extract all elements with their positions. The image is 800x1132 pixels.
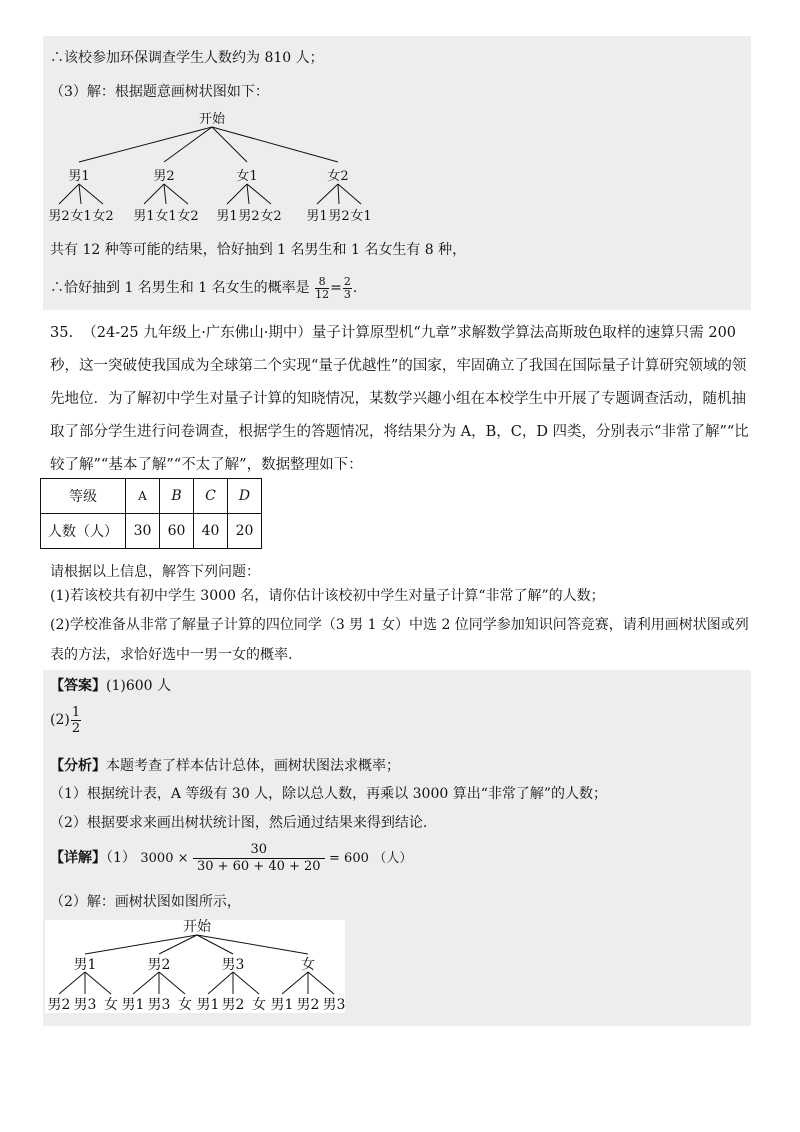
tree1-leaf-node: 女2 [260, 209, 282, 224]
tree1-leaf-node: 女2 [92, 209, 114, 224]
tree1-leaf-node: 男2 [328, 209, 350, 224]
tree1-level1-node: 男2 [153, 169, 175, 184]
tree2-leaf-node: 男2 [221, 997, 245, 1013]
answer-part1: (1)600 人 [106, 678, 172, 694]
tree1-leaf-node: 女1 [155, 209, 177, 224]
tree-diagram-2 [45, 918, 345, 1016]
fraction-numerator: 30 [193, 842, 325, 859]
answer-part2-line [50, 704, 82, 736]
tree2-leaf-node: 男3 [73, 997, 97, 1013]
fraction-denominator: 12 [315, 287, 330, 301]
detail-multiplier: 3000 × [140, 851, 189, 866]
grade-table-count-row [41, 514, 262, 549]
tree2-leaf-node: 男2 [296, 997, 320, 1013]
fraction-denominator: 2 [71, 720, 81, 736]
tree2-leaf-node: 男3 [147, 997, 171, 1013]
tree1-leaf-node: 男1 [306, 209, 328, 224]
tree-diagram-1-branches [59, 127, 361, 204]
fraction-numerator: 2 [343, 274, 351, 288]
tree1-leaf-node: 男1 [133, 209, 155, 224]
tree-diagram-2-branches [59, 935, 334, 994]
analysis-line [50, 756, 400, 776]
grade-header-label: 等级 [41, 479, 126, 514]
tree1-level1-node: 女2 [327, 169, 349, 184]
solution-line-conclusion: ∴该校参加环保调查学生人数约为 810 人； [50, 50, 324, 66]
tree2-root-node: 开始 [183, 919, 211, 935]
grade-cell: B [160, 479, 194, 514]
probability-text: ∴恰好抽到 1 名男生和 1 名女生的概率是 [50, 280, 310, 296]
question-35-text [50, 317, 750, 482]
count-cell: 60 [160, 514, 194, 549]
detail-part2: （2）解：画树状图如图所示， [50, 894, 241, 910]
tree1-leaf-node: 女2 [177, 209, 199, 224]
tree1-leaf-node: 男1 [216, 209, 238, 224]
fraction-8-12 [315, 276, 329, 301]
detail-line [50, 838, 412, 879]
count-cell: 30 [126, 514, 160, 549]
count-row-label: 人数（人） [41, 514, 126, 549]
fraction-numerator: 8 [315, 276, 329, 289]
question-part1: (1)若该校共有初中学生 3000 名，请你估计该校初中学生对量子计算“非常了解”的人数； [50, 588, 605, 604]
tree2-level1-node: 男3 [221, 957, 245, 973]
tree2-leaf-node: 女 [178, 997, 192, 1013]
answer-part2-prefix: (2) [50, 712, 70, 728]
tree1-level1-node: 女1 [236, 169, 258, 184]
question-body: （24-25 九年级上·广东佛山·期中）量子计算原型机“九章”求解数学算法高斯玻色取样的速算只需 200 秒，这一突破使我国成为全球第二个实现“量子优越性”的国家，牢固确立了我国在国际量子计算研究领域的领先地位．为了解初中学生对量子计算的知晓情况，某数学兴趣小组在本校学生中开展了专题调查活动，随机抽取了部分学生进行问卷调查，根据学生的答题情况，将结果分为 A，B，C，D 四类，分别表示“非常了解”“比较了解”“基本了解”“不太了解”，数据整理如下： [50, 325, 749, 473]
fraction-2-3 [343, 276, 352, 301]
tree1-level1-node: 男1 [68, 169, 90, 184]
detail-result: = 600 [329, 851, 369, 866]
fraction-1-2 [71, 705, 81, 736]
grade-cell: C [194, 479, 228, 514]
solution-line-outcomes: 共有 12 种等可能的结果，恰好抽到 1 名男生和 1 名女生有 8 种， [50, 242, 467, 258]
solution-line-part3: （3）解：根据题意画树状图如下： [50, 84, 269, 100]
detail-fraction [193, 842, 325, 875]
fraction-denominator: 3 [343, 287, 351, 301]
tree2-leaf-node: 男1 [196, 997, 220, 1013]
analysis-text: 本题考查了样本估计总体，画树状图法求概率； [106, 758, 400, 774]
tree1-leaf-node: 女1 [70, 209, 92, 224]
analysis-part2: （2）根据要求来画出树状统计图，然后通过结果来得到结论. [50, 815, 428, 831]
fraction-numerator: 1 [71, 704, 81, 720]
analysis-label: 【分析】 [50, 758, 106, 774]
tree2-leaf-node: 女 [104, 997, 118, 1013]
tree1-root-node: 开始 [198, 112, 226, 127]
grade-table-header-row [41, 479, 262, 514]
detail-part1-prefix: （1） [106, 850, 136, 866]
detail-label: 【详解】 [50, 850, 106, 866]
grade-table [40, 478, 262, 549]
analysis-part1: （1）根据统计表，A 等级有 30 人，除以总人数，再乘以 3000 算出“非常了解”的人数； [50, 786, 608, 802]
tree2-leaf-node: 男3 [322, 997, 345, 1013]
count-cell: 40 [194, 514, 228, 549]
fraction-denominator: 30 + 60 + 40 + 20 [196, 858, 321, 874]
answer-line [50, 676, 171, 696]
tree2-leaf-node: 女 [252, 997, 266, 1013]
tree2-level1-node: 男1 [73, 957, 97, 973]
tree2-leaf-node: 男2 [47, 997, 71, 1013]
question-number: 35. [50, 325, 74, 341]
answer-label: 【答案】 [50, 678, 106, 694]
period: . [352, 280, 358, 296]
tree2-level1-node: 男2 [147, 957, 171, 973]
tree1-leaf-node: 男2 [48, 209, 70, 224]
grade-cell: A [126, 479, 160, 514]
detail-unit: （人） [373, 851, 413, 866]
tree1-leaf-node: 女1 [350, 209, 372, 224]
question-prompt: 请根据以上信息，解答下列问题： [50, 564, 260, 580]
count-cell: 20 [228, 514, 262, 549]
solution-line-probability [50, 274, 357, 302]
tree2-level1-node: 女 [301, 957, 315, 973]
tree-diagram-1 [45, 108, 405, 230]
grade-cell: D [228, 479, 262, 514]
question-part2: (2)学校准备从非常了解量子计算的四位同学（3 男 1 女）中选 2 位同学参加知识问答竞赛，请利用画树状图或列表的方法，求恰好选中一男一女的概率. [50, 617, 749, 663]
tree1-leaf-node: 男2 [238, 209, 260, 224]
tree2-leaf-node: 男1 [270, 997, 294, 1013]
tree2-leaf-node: 男1 [121, 997, 145, 1013]
equals-sign: = [330, 280, 342, 296]
